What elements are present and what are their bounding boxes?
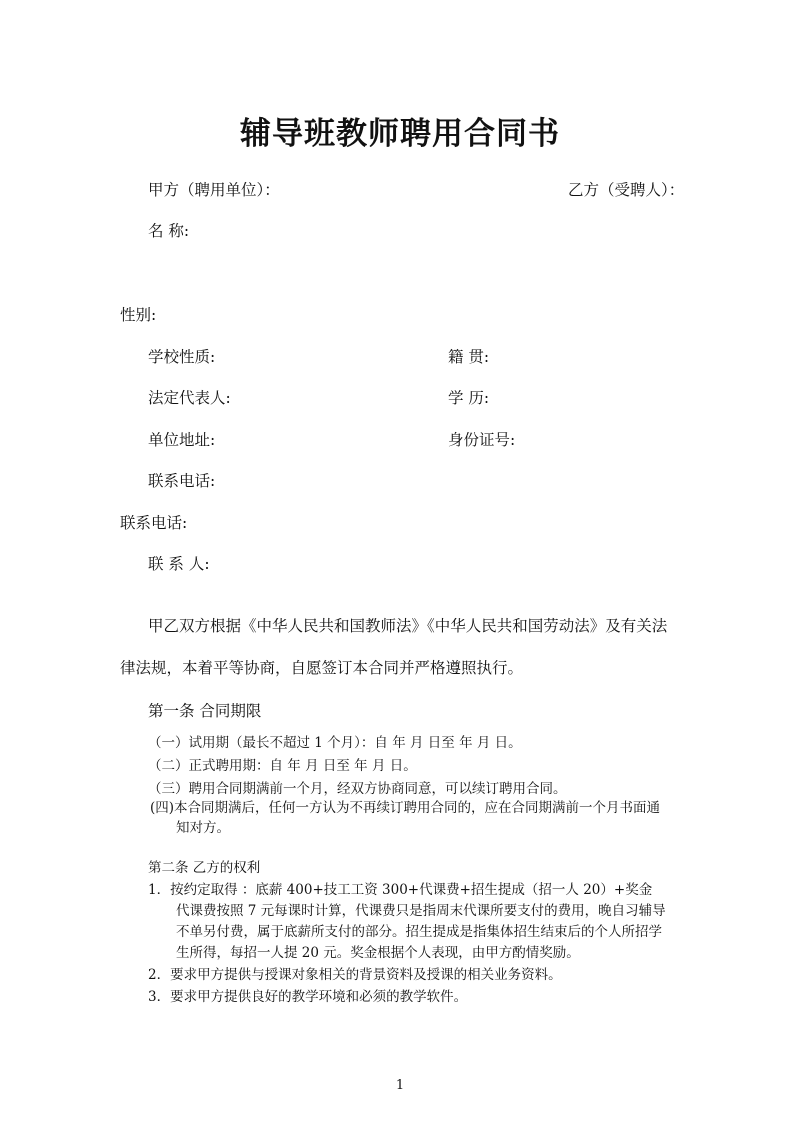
party-b-label: 乙方（受聘人）： xyxy=(568,181,685,199)
article-1-item: (四)本合同期满后，任何一方认为不再续订聘用合同的，应在合同期满前一个月书面通 xyxy=(150,800,661,816)
article-2-item: 1．按约定取得 ：底薪 400+技工工资 300+代课费+招生提成（招一人 20）+奖金 xyxy=(148,882,653,898)
field-legal-rep: 法定代表人: xyxy=(148,389,231,407)
field-native-place: 籍 贯: xyxy=(448,348,490,366)
article-1-item: （三）聘用合同期满前一个月，经双方协商同意，可以续订聘用合同。 xyxy=(148,781,567,797)
article-2-item: 2．要求甲方提供与授课对象相关的背景资料及授课的相关业务资料。 xyxy=(148,967,562,983)
field-address: 单位地址: xyxy=(148,431,216,449)
field-school-type: 学校性质: xyxy=(148,348,216,366)
intro-line-2: 律法规，本着平等协商，自愿签订本合同并严格遵照执行。 xyxy=(120,659,524,677)
field-phone-a: 联系电话: xyxy=(148,472,216,490)
article-2-heading: 第二条 乙方的权利 xyxy=(148,860,261,876)
article-2-item: 生所得，每招一人提 20 元。奖金根据个人表现，由甲方酌情奖励。 xyxy=(176,945,580,961)
article-1-heading: 第一条 合同期限 xyxy=(148,702,262,720)
field-gender: 性别: xyxy=(120,306,157,324)
field-id-number: 身份证号: xyxy=(448,431,516,449)
party-a-label: 甲方（聘用单位）： xyxy=(148,181,280,199)
article-2-item: 不单另付费，属于底薪所支付的部分。招生提成是指集体招生结束后的个人所招学 xyxy=(176,924,662,940)
article-1-item: （二）正式聘用期：自 年 月 日至 年 月 日。 xyxy=(148,758,417,774)
article-1-item: （一）试用期（最长不超过 1 个月）：自 年 月 日至 年 月 日。 xyxy=(148,735,522,751)
field-contact: 联 系 人: xyxy=(148,555,210,573)
field-education: 学 历: xyxy=(448,389,490,407)
document-title: 辅导班教师聘用合同书 xyxy=(240,116,560,152)
article-1-item: 知对方。 xyxy=(176,820,230,836)
field-phone-b: 联系电话: xyxy=(120,514,188,532)
field-name: 名 称: xyxy=(148,222,190,240)
article-2-item: 3．要求甲方提供良好的教学环境和必须的教学软件。 xyxy=(148,989,468,1005)
article-2-item: 代课费按照 7 元每课时计算，代课费只是指周末代课所要支付的费用，晚自习辅导 xyxy=(176,903,666,919)
page-number: 1 xyxy=(395,1078,405,1093)
intro-line-1: 甲乙双方根据《中华人民共和国教师法》《中华人民共和国劳动法》及有关法 xyxy=(148,617,668,635)
